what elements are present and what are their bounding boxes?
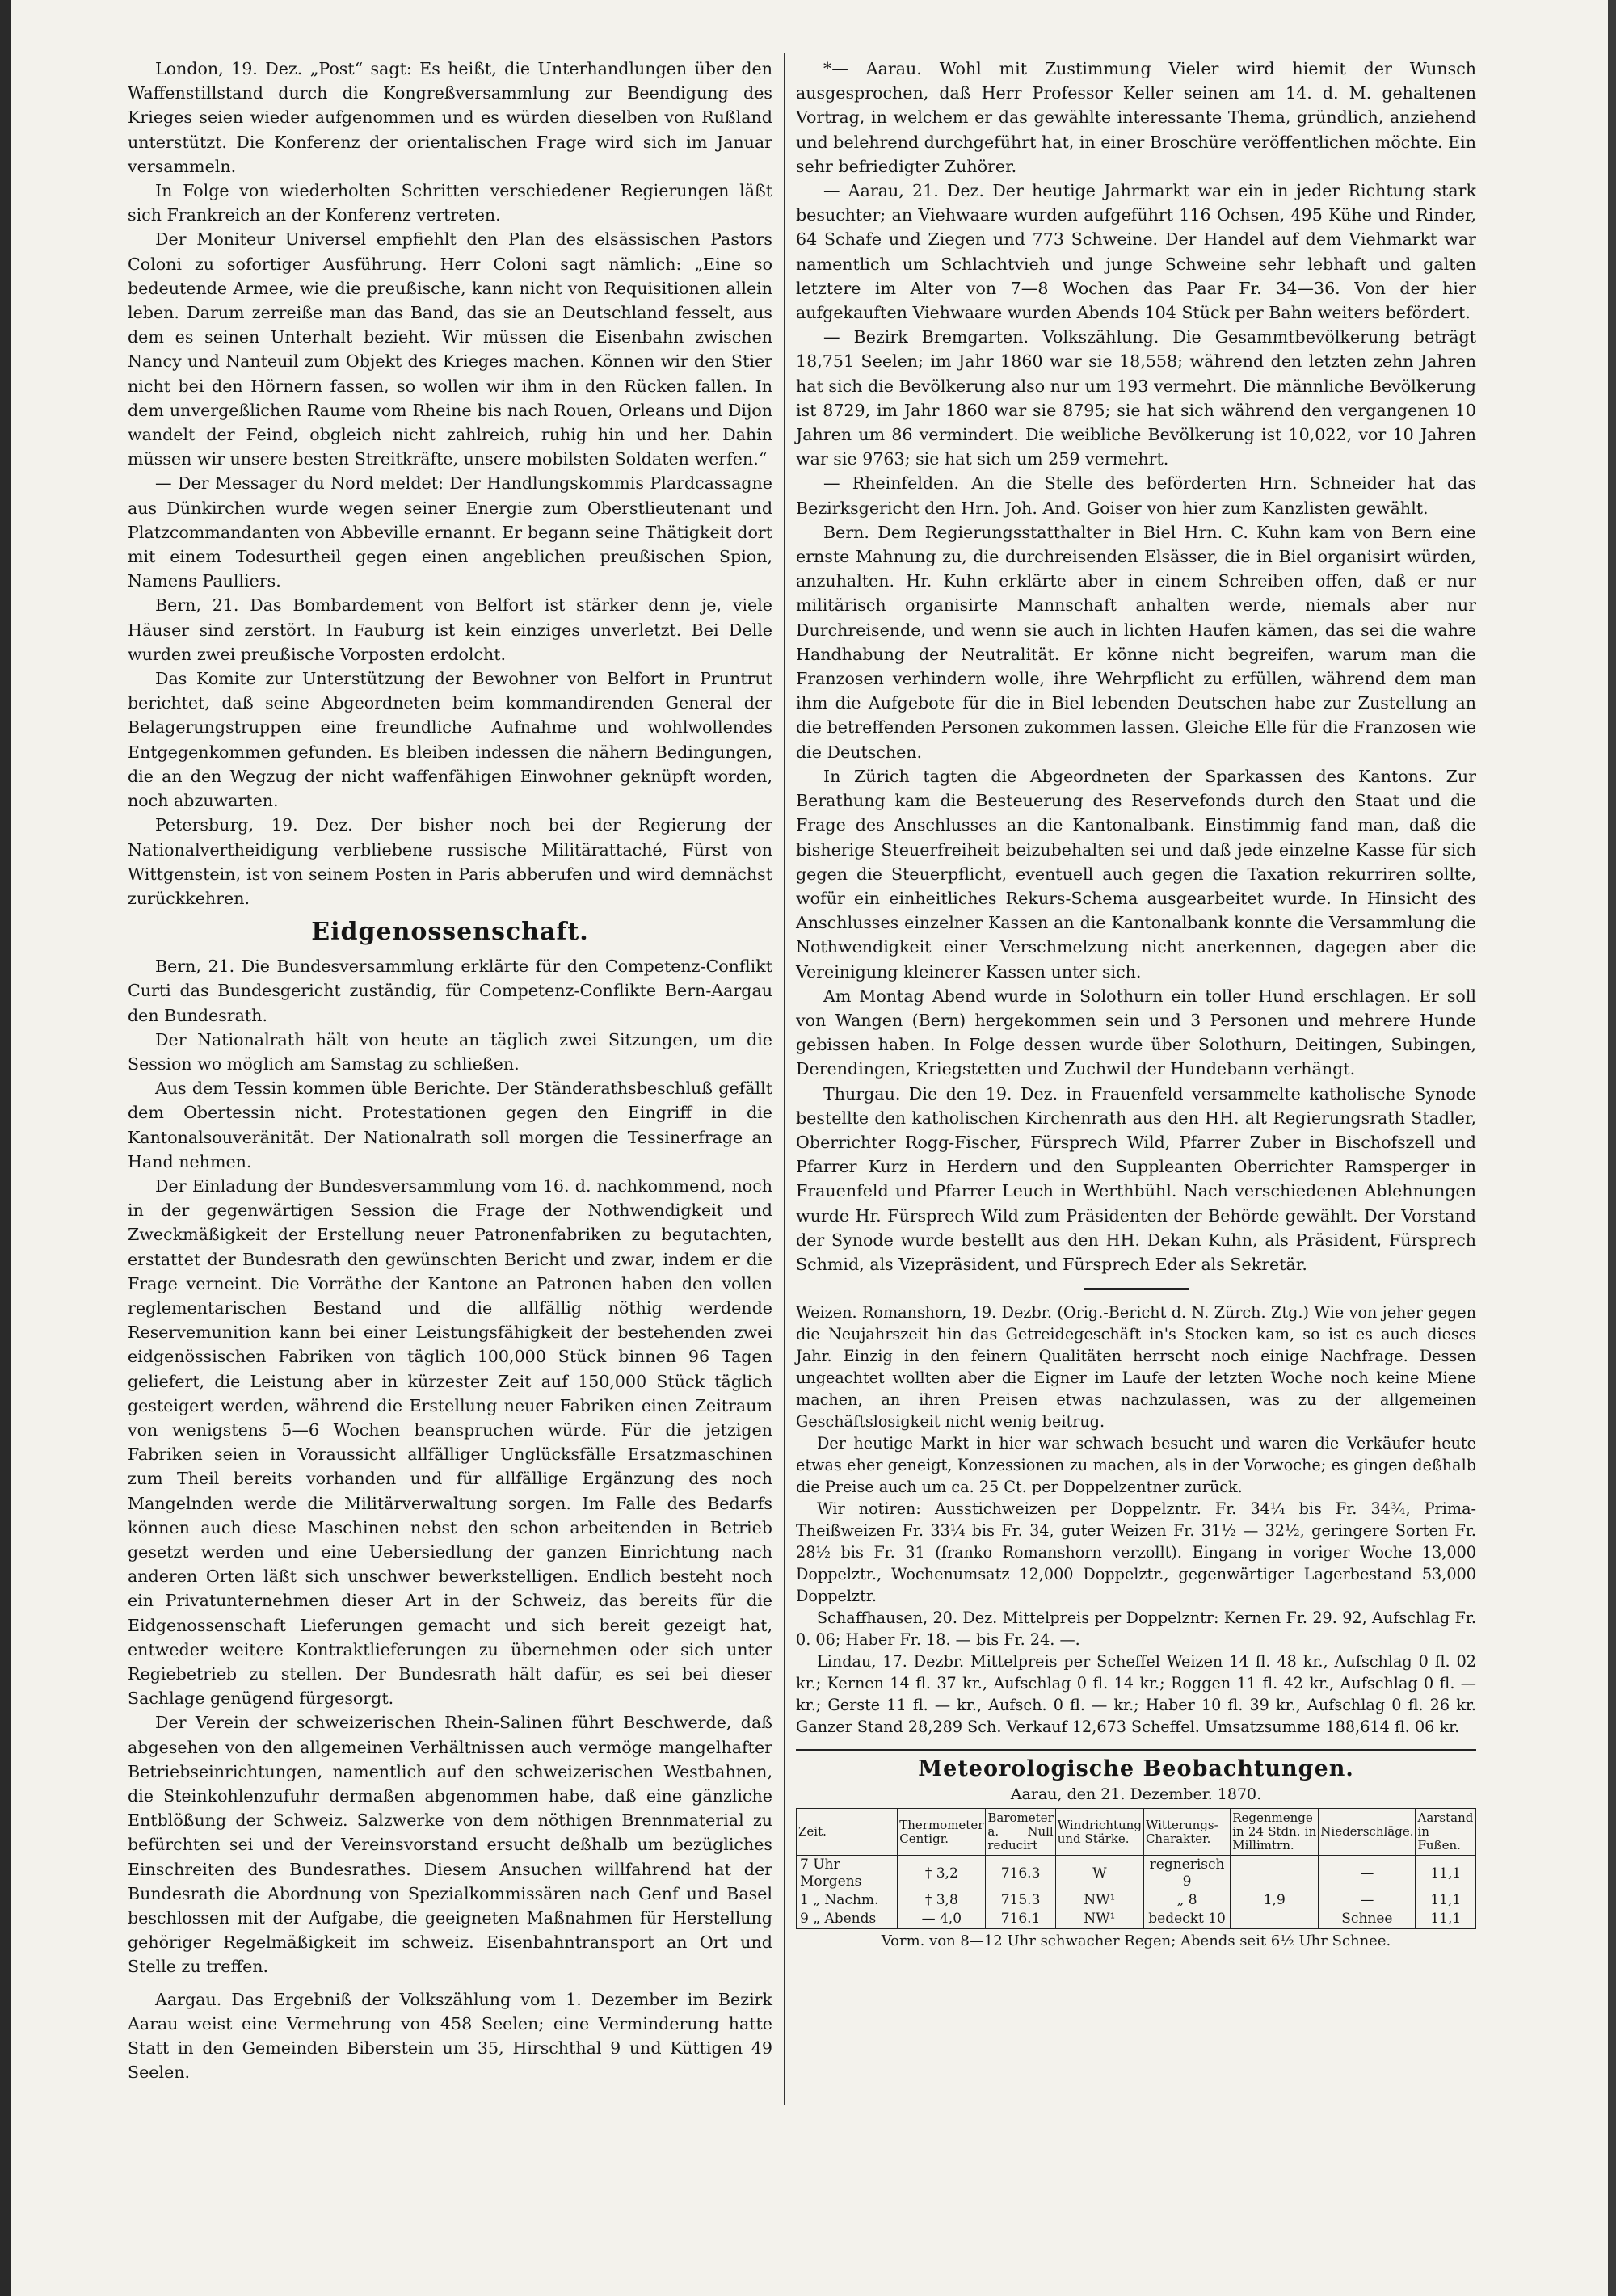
article-tessin: Aus dem Tessin kommen üble Berichte. Der Ständerathsbeschluß gefällt dem Obertessin nicht. Protestationen gegen den Eingriff in die Kantonalsouveränität. Der Nationalrath soll morgen die Tessinerfrage an Hand nehmen.	[128, 1079, 772, 1171]
meteo-cell: 1 „ Nachm.	[797, 1891, 898, 1910]
meteo-cell: —	[1319, 1856, 1416, 1892]
meteo-header: Barometer a. Null reducirt	[986, 1809, 1055, 1856]
article-aarau-jahrmarkt: — Aarau, 21. Dez. Der heutige Jahrmarkt war ein in jeder Richtung stark besuchter; an Viehwaare wurden aufgeführt 116 Ochsen, 495 Kühe und Rinder, 64 Schafe und Ziegen und 773 Schweine. Der Handel auf dem Viehmarkt war namentlich um Schlachtvieh und junge Schweine sehr lebhaft und galten letztere im Alter von 7—8 Wochen das Paar Fr. 34—36. Von der hier aufgekauften Viehwaare wurden Abends 104 Stück per Bahn weiters befördert.	[796, 181, 1476, 323]
article-bern-bundesversammlung: Bern, 21. Die Bundesversammlung erklärte für den Competenz-Conflikt Curti das Bundesgericht zuständig, für Competenz-Conflikte Bern-Aargau den Bundesrath.	[128, 957, 772, 1025]
article-zuerich-sparkassen: In Zürich tagten die Abgeordneten der Sparkassen des Kantons. Zur Berathung kam die Besteuerung des Reservefonds durch den Staat und die Frage des Anschlusses an die Kantonalbank. Einstimmig fand man, daß die bisherige Steuerfreiheit beizubehalten sei und daß jede einzelne Kasse für sich gegen die Steuerpflicht, eventuell auch gegen die Taxation rekurriren sollte, wofür ein einheitliches Rekurs-Schema ausgearbeitet wurde. In Hinsicht des Anschlusses einzelner Kassen an die Kantonalbank konnte die Versammlung die Nothwendigkeit einer Verschmelzung nicht anerkennen, dagegen aber die Vereinigung kleinerer Kassen unter sich.	[796, 766, 1476, 982]
left-column	[128, 57, 772, 2084]
article-nationalrath: Der Nationalrath hält von heute an täglich zwei Sitzungen, um die Session wo möglich am Samstag zu schließen.	[128, 1029, 772, 1074]
meteo-row	[797, 1891, 1476, 1910]
article-petersburg: Petersburg, 19. Dez. Der bisher noch bei der Regierung der Nationalvertheidigung verbliebene russische Militärattaché, Fürst von Wittgenstein, ist von seinem Posten in Paris abberufen und wird demnächst zurückkehren.	[128, 815, 772, 908]
market-heute: Der heutige Markt in hier war schwach besucht und waren die Verkäufer heute etwas eher geneigt, Konzessionen zu machen, als in der Vorwoche; es gingen deßhalb die Preise auch um ca. 25 Ct. per Doppelzentner zurück.	[796, 1434, 1476, 1497]
section-heading: Eidgenossenschaft.	[311, 918, 589, 947]
market-schaffhausen: Schaffhausen, 20. Dez. Mittelpreis per Doppelzntr: Kernen Fr. 29. 92, Aufschlag Fr. 0. 06; Haber Fr. 18. — bis Fr. 24. —.	[796, 1608, 1476, 1650]
meteo-header: Witterungs-Charakter.	[1143, 1809, 1230, 1856]
meteo-cell: 716.1	[986, 1910, 1055, 1929]
meteo-table	[796, 1808, 1476, 1929]
meteo-header-row	[797, 1809, 1476, 1856]
meteo-cell: 715.3	[986, 1891, 1055, 1910]
meteo-cell: NW¹	[1055, 1891, 1143, 1910]
meteo-header: Niederschläge.	[1319, 1809, 1416, 1856]
meteo-header: Regenmenge in 24 Stdn. in Millimtrn.	[1231, 1809, 1319, 1856]
scan-edge-left	[0, 0, 11, 2296]
meteo-cell: † 3,8	[898, 1891, 986, 1910]
meteo-cell: —	[1319, 1891, 1416, 1910]
article-rheinfelden: — Rheinfelden. An die Stelle des beförderten Hrn. Schneider hat das Bezirksgericht den Hrn. Joh. And. Goiser von hier zum Kanzlisten gewählt.	[796, 473, 1476, 518]
meteo-subtitle: Aarau, den 21. Dezember. 1870.	[1010, 1785, 1262, 1804]
article-thurgau-synode: Thurgau. Die den 19. Dez. in Frauenfeld versammelte katholische Synode bestellte den katholischen Kirchenrath aus den HH. alt Regierungsrath Stadler, Oberrichter Rogg-Fischer, Fürsprech Wild, Pfarrer Zuber in Bischofszell und Pfarrer Kurz in Herdern und den Suppleanten Oberrichter Ramsperger in Frauenfeld und Pfarrer Leuch in Werthbühl. Nach verschiedenen Ablehnungen wurde Hr. Fürsprech Wild zum Präsidenten der Behörde gewählt. Der Vorstand der Synode wurde bestellt aus den HH. Dekan Kuhn, als Präsident, Fürsprech Schmid, als Vizepräsident, und Fürsprech Eder als Sekretär.	[796, 1083, 1476, 1274]
article-rhein-salinen: Der Verein der schweizerischen Rhein-Salinen führt Beschwerde, daß abgesehen von den allgemeinen Verhältnissen auch vermöge mangelhafter Betriebseinrichtungen, namentlich auf den schweizerischen Westbahnen, die Steinkohlenzufuhr dermaßen abgenommen habe, daß eine gänzliche Entblößung der Schweiz. Salzwerke von dem nöthigen Brennmaterial zu befürchten sei und der Vereinsvorstand ersucht deßhalb um bezügliches Einschreiten des Bundesrathes. Diesem Ansuchen willfahrend hat der Bundesrath die Abordnung von Spezialkommissären nach Genf und Basel beschlossen mit der Aufgabe, die geeigneten Maßnahmen für Herstellung gehöriger Regelmäßigkeit im schweiz. Eisenbahntransport an Ort und Stelle zu treffen.	[128, 1713, 772, 1977]
meteo-row	[797, 1856, 1476, 1892]
article-bern-biel: Bern. Dem Regierungsstatthalter in Biel Hrn. C. Kuhn kam von Bern eine ernste Mahnung zu, die durchreisenden Elsässer, die in Biel organisirt würden, anzuhalten. Hr. Kuhn erklärte aber in einem Schreiben offen, daß er nur militärisch organisirte Mannschaft anhalten werde, niemals aber nur Durchreisende, und wenn sie auch in lichten Haufen kämen, das sei die wahre Handhabung der Neutralität. Er könne nicht begreifen, warum man die Franzosen verhindern wolle, ihre Wehrpflicht zu erfüllen, während dem man ihm die Aufgebote für die in Biel lebenden Deutschen habe zur Zustellung an die betreffenden Personen zukommen lassen. Gleiche Elle für die Franzosen wie die Deutschen.	[796, 522, 1476, 762]
meteo-cell: 11,1	[1416, 1856, 1476, 1892]
market-notiren: Wir notiren: Ausstichweizen per Doppelzntr. Fr. 34¼ bis Fr. 34¾, Prima-Theißweizen Fr. 33¼ bis Fr. 34, guter Weizen Fr. 31½ — 32½, geringere Sorten Fr. 28½ bis Fr. 31 (franko Romanshorn verzollt). Eingang in voriger Woche 13,000 Doppelztr., Wochenumsatz 12,000 Doppelztr., gegenwärtiger Lagerbestand 53,000 Doppelztr.	[796, 1499, 1476, 1606]
meteo-cell	[1231, 1856, 1319, 1892]
meteo-row	[797, 1910, 1476, 1929]
meteo-title: Meteorologische Beobachtungen.	[796, 1749, 1476, 1784]
article-moniteur: Der Moniteur Universel empfiehlt den Plan des elsässischen Pastors Coloni zu sofortiger Ausführung. Herr Coloni sagt nämlich: „Eine so bedeutende Armee, wie die preußische, kann nicht von Requisitionen allein leben. Darum zerreiße man das Band, das sie an Deutschland fesselt, aus dem es seinen Unterhalt bezieht. Wir müssen die Eisenbahn zwischen Nancy und Nanteuil zum Objekt des Krieges machen. Können wir den Stier nicht bei den Hörnern fassen, so wollen wir ihm in den Rücken fallen. In dem unvergeßlichen Raume vom Rheine bis nach Rouen, Orleans und Dijon wandelt der Feind, obgleich nicht zahlreich, ruhig hin und her. Dahin müssen wir unsere besten Streitkräfte, unsere mobilsten Soldaten werfen.“	[128, 229, 772, 469]
article-bern-belfort: Bern, 21. Das Bombardement von Belfort ist stärker denn je, viele Häuser sind zerstört. In Fauburg ist kein einziges unverletzt. Bei Delle wurden zwei preußische Vorposten erdolcht.	[128, 595, 772, 664]
market-lindau: Lindau, 17. Dezbr. Mittelpreis per Scheffel Weizen 14 fl. 48 kr., Aufschlag 0 fl. 02 kr.; Kernen 14 fl. 37 kr., Aufschlag 0 fl. 14 kr.; Roggen 11 fl. 42 kr., Aufschlag 0 fl. — kr.; Gerste 11 fl. — kr., Aufsch. 0 fl. — kr.; Haber 10 fl. 39 kr., Aufschlag 0 fl. 26 kr. Ganzer Stand 28,289 Sch. Verkauf 12,673 Scheffel. Umsatzsumme 188,614 fl. 06 kr.	[796, 1652, 1476, 1737]
meteo-cell: 11,1	[1416, 1910, 1476, 1929]
meteo-cell: 1,9	[1231, 1891, 1319, 1910]
article-london: London, 19. Dez. „Post“ sagt: Es heißt, die Unterhandlungen über den Waffenstillstand durch die Kongreßversammlung zur Beendigung des Krieges seien wieder aufgenommen und es würden dieselben von Rußland unterstützt. Die Konferenz der orientalischen Frage wird sich im Januar versammeln.	[128, 59, 772, 176]
article-aarau-vortrag: *— Aarau. Wohl mit Zustimmung Vieler wird hiemit der Wunsch ausgesprochen, daß Herr Professor Keller seinen am 14. d. M. gehaltenen Vortrag, in welchem er das gewählte interessante Thema, gründlich, anziehend und belehrend durchgeführt hat, in einer Broschüre veröffentlichen möchte. Ein sehr befriedigter Zuhörer.	[796, 59, 1477, 176]
market-weizen: Weizen. Romanshorn, 19. Dezbr. (Orig.-Bericht d. N. Zürch. Ztg.) Wie von jeher gegen die Neujahrszeit hin das Getreidegeschäft in's Stocken kam, so ist es auch dieses Jahr. Einzig in den feinern Qualitäten herrscht noch einige Nachfrage. Dessen ungeachtet wollten aber die Eigner im Laufe der letzten Woche noch keine Miene machen, an ihren Preisen etwas nachzulassen, was zu der allgemeinen Geschäftslosigkeit nicht wenig beitrug.	[796, 1303, 1476, 1432]
meteo-header: Zeit.	[797, 1809, 898, 1856]
column-divider	[784, 53, 785, 2105]
meteo-cell: NW¹	[1055, 1910, 1143, 1929]
article-bremgarten: — Bezirk Bremgarten. Volkszählung. Die Gesammtbevölkerung beträgt 18,751 Seelen; im Jahr 1860 war sie 18,558; während den letzten zehn Jahren hat sich die Bevölkerung also nur um 193 vermehrt. Die männliche Bevölkerung ist 8729, im Jahr 1860 war sie 8795; sie hat sich während den vergangenen 10 Jahren um 86 vermindert. Die weibliche Bevölkerung ist 10,022, vor 10 Jahren war sie 9763; sie hat sich um 259 vermehrt.	[796, 327, 1476, 469]
meteo-cell: bedeckt 10	[1143, 1910, 1230, 1929]
meteo-cell: † 3,2	[898, 1856, 986, 1892]
article-aargau-volkszaehlung: Aargau. Das Ergebniß der Volkszählung vom 1. Dezember im Bezirk Aarau weist eine Vermehrung von 458 Seelen; eine Verminderung hatte Statt in den Gemeinden Biberstein um 35, Hirschthal 9 und Küttigen 49 Seelen.	[128, 1989, 772, 2083]
meteo-header: Windrichtung und Stärke.	[1055, 1809, 1143, 1856]
article-solothurn-hund: Am Montag Abend wurde in Solothurn ein toller Hund erschlagen. Er soll von Wangen (Bern) hergekommen sein und 3 Personen und mehrere Hunde gebissen haben. In Folge dessen wurde über Solothurn, Deitingen, Subingen, Derendingen, Kriegstetten und Zuchwil der Hundebann verhängt.	[796, 986, 1476, 1079]
meteo-cell: 11,1	[1416, 1891, 1476, 1910]
article-patronenfabriken: Der Einladung der Bundesversammlung vom 16. d. nachkommend, noch in der gegenwärtigen Session die Frage der Nothwendigkeit und Zweckmäßigkeit der Erstellung neuer Patronenfabriken zu begutachten, erstattet der Bundesrath den gewünschten Bericht und zwar, indem er die Frage verneint. Die Vorräthe der Kantone an Patronen haben den vollen reglementarischen Bestand und die allfällig nöthig werdende Reservemunition kann bei einer Leistungsfähigkeit der bestehenden zwei eidgenössischen Fabriken von täglich 100,000 Stück binnen 96 Tagen geliefert, die Leistung aber in kürzester Zeit auf 150,000 Stück täglich gesteigert werden, während die Erstellung neuer Fabriken einen Zeitraum von wenigstens 5—6 Wochen beanspruchen würde. Für die jetzigen Fabriken seien in Voraussicht allfälliger Unglücksfälle Ersatzmaschinen zum Theil bereits vorhanden und für allfällige Ergänzung des noch Mangelnden werde die Militärverwaltung sorgen. Im Falle des Bedarfs können auch diese Maschinen nebst den schon arbeitenden in Betrieb gesetzt werden und eine Uebersiedlung der ganzen Einrichtung nach anderen Orten läßt sich unschwer bewerkstelligen. Endlich besteht noch ein Privatunternehmen dieser Art in der Schweiz, das bereits für die Eidgenossenschaft Lieferungen gemacht und sich bereit gezeigt hat, entweder weitere Kontraktlieferungen zu übernehmen oder sich unter Regiebetrieb zu stellen. Der Bundesrath hält dafür, es sei bei dieser Sachlage genügend fürgesorgt.	[128, 1175, 772, 1709]
article-belfort-komite: Das Komite zur Unterstützung der Bewohner von Belfort in Pruntrut berichtet, daß seine Abgeordneten beim kommandirenden General der Belagerungstruppen eine freundliche Aufnahme und wohlwollendes Entgegenkommen gefunden. Es bleiben indessen die nähern Bedingungen, die an den Wegzug der nicht waffenfähigen Einwohner geknüpft worden, noch abzuwarten.	[128, 669, 772, 811]
meteo-cell: — 4,0	[898, 1910, 986, 1929]
meteo-header: Aarstand in Fußen.	[1416, 1809, 1476, 1856]
article-messager: — Der Messager du Nord meldet: Der Handlungskommis Plardcassagne aus Dünkirchen wurde wegen seiner Energie zum Oberstlieutenant und Platzcommandanten von Abbeville ernannt. Er begann seine Thätigkeit dort mit einem Todesurtheil gegen einen angeblichen preußischen Spion, Namens Paulliers.	[128, 473, 772, 591]
article-london-conference: In Folge von wiederholten Schritten verschiedener Regierungen läßt sich Frankreich an der Konferenz vertreten.	[128, 181, 772, 225]
meteo-cell: 716.3	[986, 1856, 1055, 1892]
market-reports	[796, 1301, 1476, 1738]
scan-edge-right	[1608, 0, 1616, 2296]
meteo-cell: 7 Uhr Morgens	[797, 1856, 898, 1892]
section-rule	[1084, 1288, 1189, 1290]
meteo-cell	[1231, 1910, 1319, 1929]
meteo-header: Thermometer Centigr.	[898, 1809, 986, 1856]
meteo-cell: Schnee	[1319, 1910, 1416, 1929]
meteo-cell: W	[1055, 1856, 1143, 1892]
meteo-note: Vorm. von 8—12 Uhr schwacher Regen; Abends seit 6½ Uhr Schnee.	[881, 1932, 1391, 1950]
meteo-cell: regnerisch 9	[1143, 1856, 1230, 1892]
meteo-cell: „ 8	[1143, 1891, 1230, 1910]
meteo-cell: 9 „ Abends	[797, 1910, 898, 1929]
right-column	[796, 57, 1476, 1952]
